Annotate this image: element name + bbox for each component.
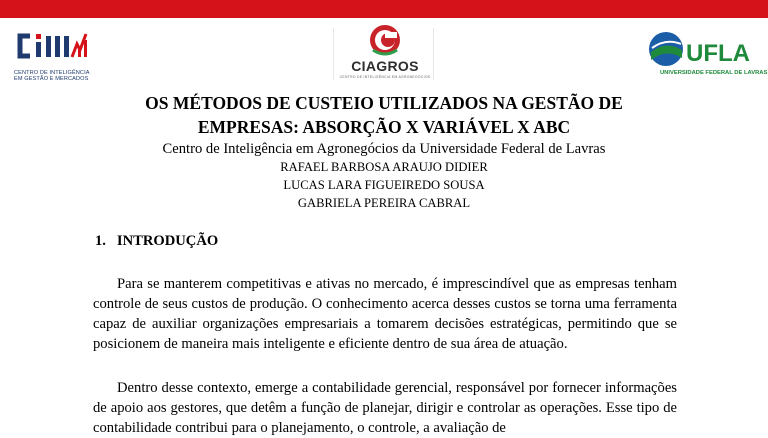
- ufla-logo-icon: [646, 30, 766, 70]
- section-heading: 1. INTRODUÇÃO: [95, 233, 219, 249]
- document-title: [0, 91, 768, 139]
- cim-logo-icon: [14, 30, 94, 70]
- title-line-2: EMPRESAS: ABSORÇÃO X VARIÁVEL X ABC: [197, 117, 571, 137]
- ciagros-subtitle: CENTRO DE INTELIGÊNCIA EM AGRONEGÓCIOS: [339, 75, 431, 79]
- svg-text:UFLA: UFLA: [686, 40, 750, 67]
- cim-logo: [14, 30, 94, 82]
- ufla-logo: [646, 30, 766, 82]
- header-bar: [0, 0, 768, 18]
- author-2: LUCAS LARA FIGUEIREDO SOUSA: [283, 178, 485, 192]
- cim-caption: CENTRO DE INTELIGÊNCIA EM GESTÃO E MERCADOS: [14, 70, 90, 82]
- author-3: GABRIELA PEREIRA CABRAL: [297, 196, 471, 210]
- title-line-1: OS MÉTODOS DE CUSTEIO UTILIZADOS NA GESTÃO DE: [145, 93, 623, 113]
- author-1: RAFAEL BARBOSA ARAUJO DIDIER: [280, 160, 488, 174]
- ciagros-logo-icon: [335, 22, 435, 58]
- paragraph-2: Dentro desse contexto, emerge a contabilidade gerencial, responsável por fornecer informações de apoio aos gestores, que detêm a função de planejar, dirigir e controlar as operações. Esse tipo de contabilidade contribui para o planejamento, o controle, a avaliação de: [93, 380, 677, 436]
- ciagros-name: CIAGROS: [351, 58, 419, 74]
- logo-header: [0, 18, 768, 86]
- divider: [333, 28, 334, 80]
- ciagros-logo: [335, 22, 435, 84]
- institution: Centro de Inteligência em Agronegócios da Universidade Federal de Lavras: [162, 141, 606, 157]
- paragraph-1: Para se manterem competitivas e ativas no mercado, é imprescindível que as empresas tenham controle de seus custos de produção. O conhecimento acerca desses custos se torna uma ferramenta capaz de auxiliar organizações empresariais a tomarem decisões estratégicas, permitindo que se posicionem de maneira mais inteligente e eficiente dentro de sua área de atuação.: [93, 276, 677, 352]
- ufla-caption: UNIVERSIDADE FEDERAL DE LAVRAS: [660, 70, 768, 76]
